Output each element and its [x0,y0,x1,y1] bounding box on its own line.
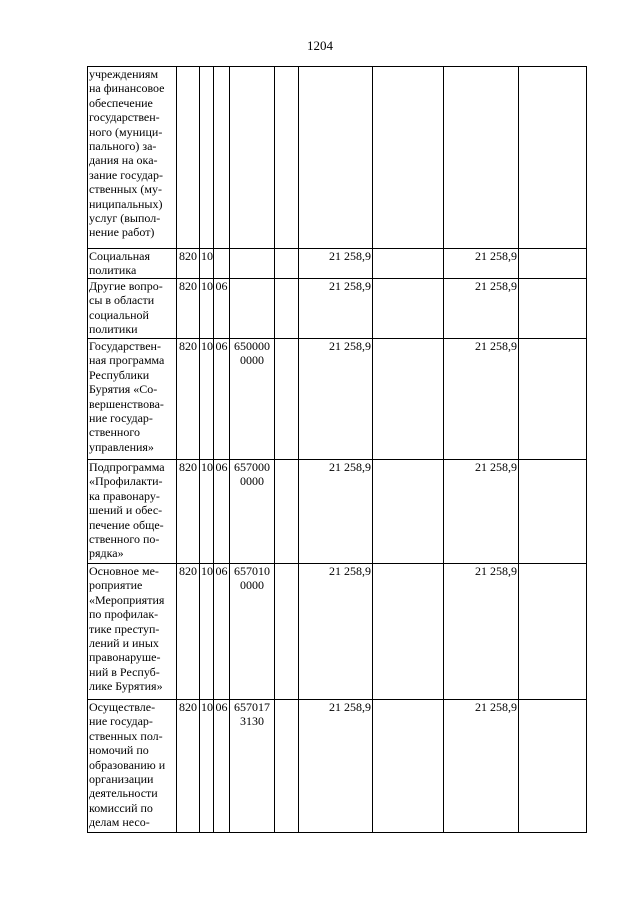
row-amount-2 [373,249,444,279]
row-amount-1: 21 258,9 [299,460,373,564]
table-row [88,249,587,279]
row-amount-4 [519,700,587,833]
row-amount-3: 21 258,9 [444,700,519,833]
table-row [88,339,587,460]
row-gr: 820 [177,564,200,700]
table-row [88,564,587,700]
row-name: Государствен- ная программа Республики Бурятия «Со- вершенствова- ние государ- ственного управления» [88,339,177,460]
row-amount-4 [519,279,587,339]
row-amount-1: 21 258,9 [299,249,373,279]
row-rz: 10 [200,460,214,564]
row-name: Подпрограмма «Профилакти- ка правонару- шений и обес- печение обще- ственного по- рядка» [88,460,177,564]
row-csr: 657017 3130 [230,700,275,833]
row-pr: 06 [214,279,230,339]
row-csr: 657010 0000 [230,564,275,700]
row-amount-2 [373,67,444,249]
row-rz [200,67,214,249]
row-pr: 06 [214,460,230,564]
row-amount-3: 21 258,9 [444,339,519,460]
row-vr [275,279,299,339]
table-row [88,279,587,339]
row-amount-3: 21 258,9 [444,249,519,279]
table-row [88,700,587,833]
row-gr: 820 [177,279,200,339]
row-vr [275,700,299,833]
row-pr: 06 [214,339,230,460]
row-amount-1: 21 258,9 [299,564,373,700]
row-amount-4 [519,339,587,460]
row-rz: 10 [200,249,214,279]
row-rz: 10 [200,279,214,339]
row-csr: 657000 0000 [230,460,275,564]
row-vr [275,249,299,279]
row-name: Осуществле- ние государ- ственных пол- номочий по образованию и организации деятельности комиссий по делам несо- [88,700,177,833]
row-rz: 10 [200,564,214,700]
row-pr [214,67,230,249]
row-amount-3: 21 258,9 [444,564,519,700]
row-name: Другие вопро- сы в области социальной политики [88,279,177,339]
row-name: учреждениям на финансовое обеспечение государствен- ного (муници- пального) за- дания на ока- зание государ- ственных (му- ниципальных) услуг (выпол- нение работ) [88,67,177,249]
row-gr: 820 [177,460,200,564]
row-amount-1: 21 258,9 [299,279,373,339]
row-gr: 820 [177,249,200,279]
row-csr [230,67,275,249]
row-amount-2 [373,339,444,460]
row-amount-2 [373,279,444,339]
row-amount-2 [373,564,444,700]
row-csr [230,279,275,339]
row-csr: 650000 0000 [230,339,275,460]
row-gr: 820 [177,700,200,833]
row-vr [275,339,299,460]
row-amount-1 [299,67,373,249]
row-amount-3 [444,67,519,249]
row-amount-4 [519,67,587,249]
row-amount-1: 21 258,9 [299,700,373,833]
row-rz: 10 [200,700,214,833]
row-amount-1: 21 258,9 [299,339,373,460]
table-row [88,460,587,564]
row-pr: 06 [214,700,230,833]
row-rz: 10 [200,339,214,460]
row-csr [230,249,275,279]
row-pr: 06 [214,564,230,700]
row-pr [214,249,230,279]
table-row [88,67,587,249]
row-name: Социальная политика [88,249,177,279]
row-amount-4 [519,564,587,700]
row-name: Основное ме- роприятие «Мероприятия по профилак- тике преступ- лений и иных правонаруше- ний в Респуб- лике Бурятия» [88,564,177,700]
row-amount-4 [519,249,587,279]
row-vr [275,460,299,564]
row-amount-2 [373,460,444,564]
table-body [88,67,587,833]
row-amount-2 [373,700,444,833]
page-number: 1204 [307,38,333,53]
row-gr [177,67,200,249]
row-amount-3: 21 258,9 [444,279,519,339]
row-vr [275,564,299,700]
budget-table [87,66,587,833]
row-vr [275,67,299,249]
row-amount-4 [519,460,587,564]
row-gr: 820 [177,339,200,460]
row-amount-3: 21 258,9 [444,460,519,564]
